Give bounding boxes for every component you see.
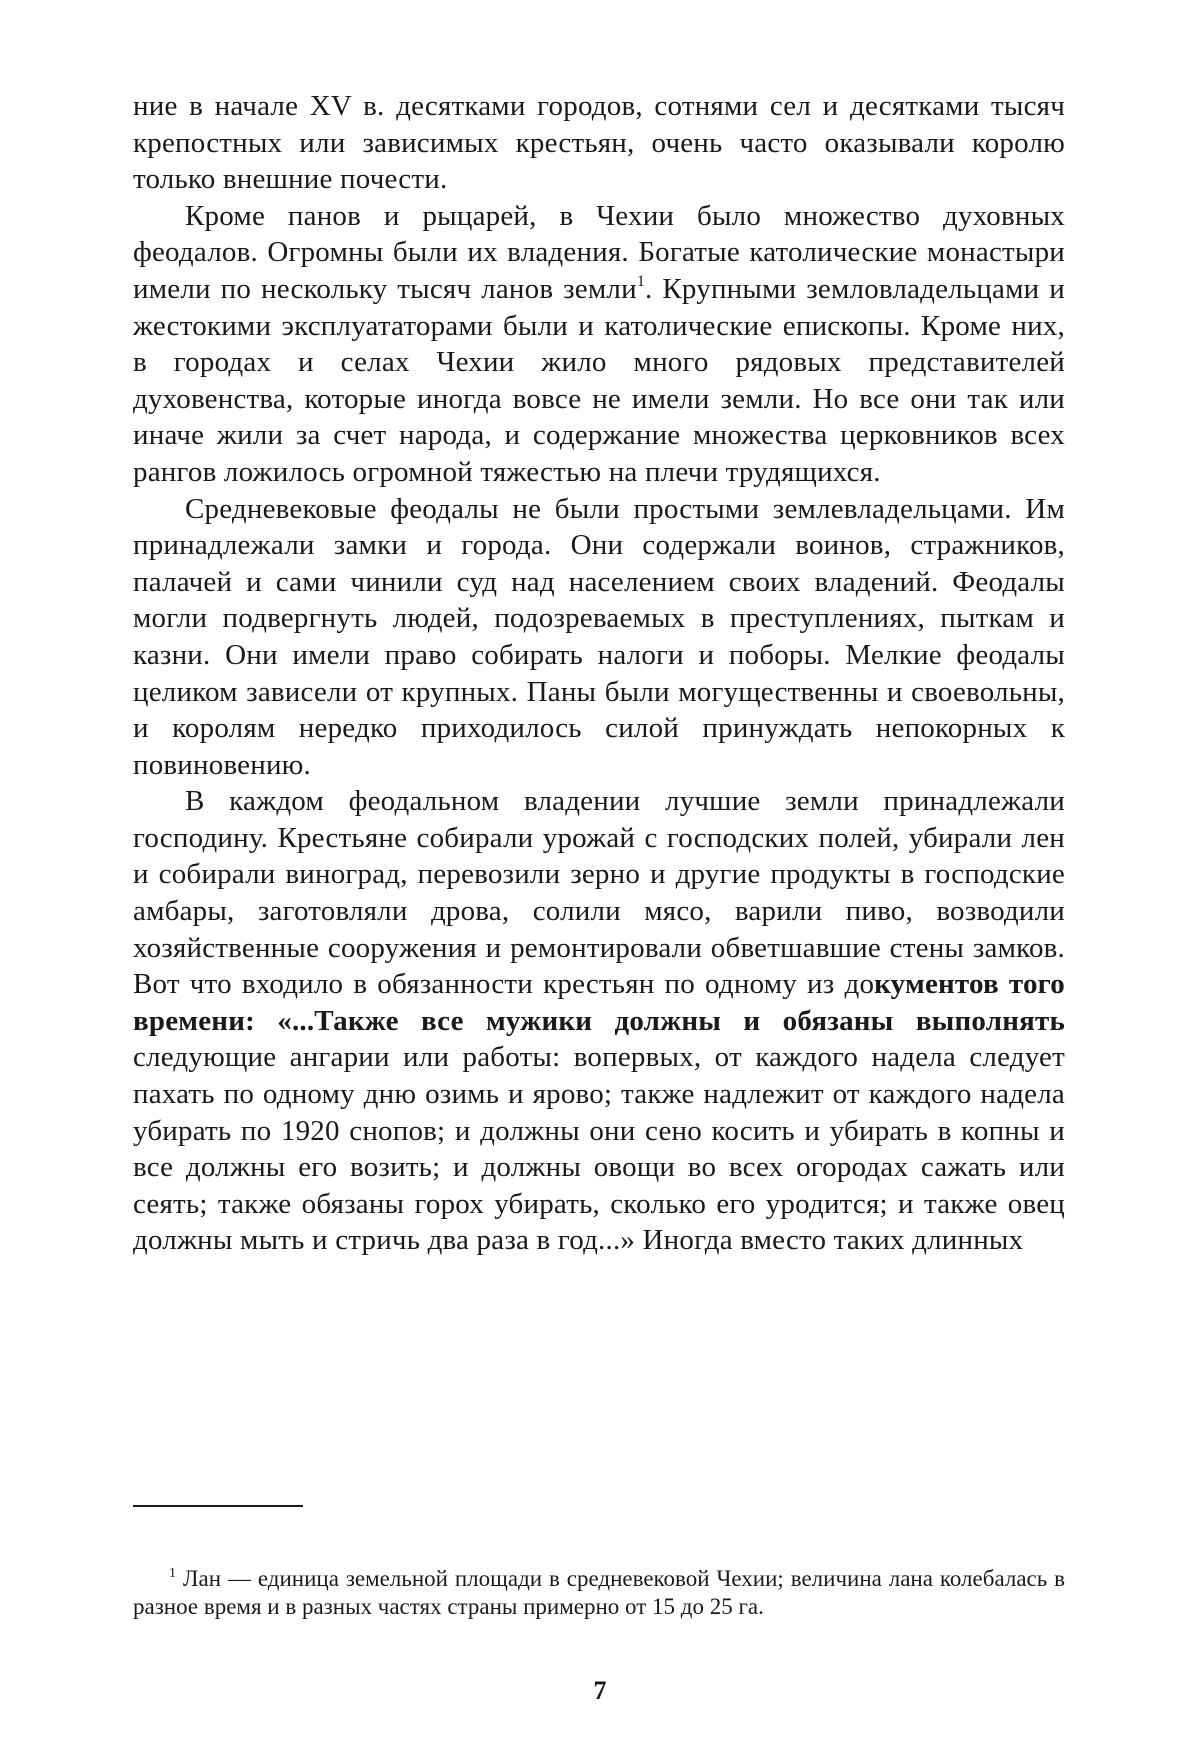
paragraph-4-bold-phrase: кументов того времени: «...Также все мужики должны и обязаны выполнять xyxy=(133,968,1066,1037)
paragraph-4-text-start: В каждом феодальном владении лучшие земли принадлежали господину. Крестьяне собирали урожай с господских полей, убирали лен и собирали виноград, перевозили зерно и другие продукты в господские амбары, заготовляли дрова, солили мясо, варили пиво, возводили хозяйственные сооружения и ремонтировали обветшавшие стены замков. Вот что входило в обязанности крестьян по одному из до xyxy=(133,785,1065,1001)
paragraph-2 xyxy=(133,198,1065,491)
paragraph-4 xyxy=(133,783,1065,1259)
footnote-divider xyxy=(133,1505,303,1507)
page-number: 7 xyxy=(593,1676,607,1705)
footnote xyxy=(133,1565,1065,1621)
paragraph-3: Средневековые феодалы не были простыми землевладельцами. Им принадлежали замки и города. Они содержали воинов, стражников, палачей и сами чинили суд над населением своих владений. Феодалы могли подвергнуть людей, подозреваемых в преступлениях, пыткам и казни. Они имели право собирать налоги и поборы. Мелкие феодалы целиком зависели от крупных. Паны были могущественны и своевольны, и королям нередко приходилось силой принуждать непокорных к повиновению. xyxy=(133,492,1065,781)
page-body xyxy=(133,88,1065,1259)
paragraph-4-text-end: следующие ангарии или работы: вопервых, от каждого надела следует пахать по одному дню озимь и ярово; также надлежит от каждого надела убирать по 1920 снопов; и должны они сено косить и убирать в копны и все должны его возить; и должны овощи во всех огородах сажать или сеять; также обязаны горох убирать, сколько его уродится; и также овец должны мыть и стричь два раза в год...» Иногда вместо таких длинных xyxy=(133,1041,1065,1257)
paragraph-2-text-start: Кроме панов и рыцарей, в Чехии было множество духовных феодалов. Огромны были их владения. Богатые католические монастыри имели по нескольку тысяч ланов земли xyxy=(133,199,1065,305)
paragraph-1: ние в начале XV в. десятками городов, сотнями сел и десятками тысяч крепостных или зависимых крестьян, очень часто оказывали королю только внешние почести. xyxy=(133,90,1065,196)
footnote-mark: 1 xyxy=(169,1566,176,1581)
paragraph-2-text-end: . Крупными земловладельцами и жестокими эксплуататорами были и католические епископы. Кроме них, в городах и селах Чехии жило много рядовых представителей духовенства, которые иногда вовсе не имели земли. Но все они так или иначе жили за счет народа, и содержание множества церковников всех рангов ложилось огромной тяжестью на плечи трудящихся. xyxy=(133,272,1065,488)
footnote-text: Лан — единица земельной площади в средневековой Чехии; величина лана колебалась в разное время и в разных частях страны примерно от 15 до 25 га. xyxy=(133,1566,1066,1619)
footnote-reference-mark[interactable]: 1 xyxy=(636,272,646,290)
